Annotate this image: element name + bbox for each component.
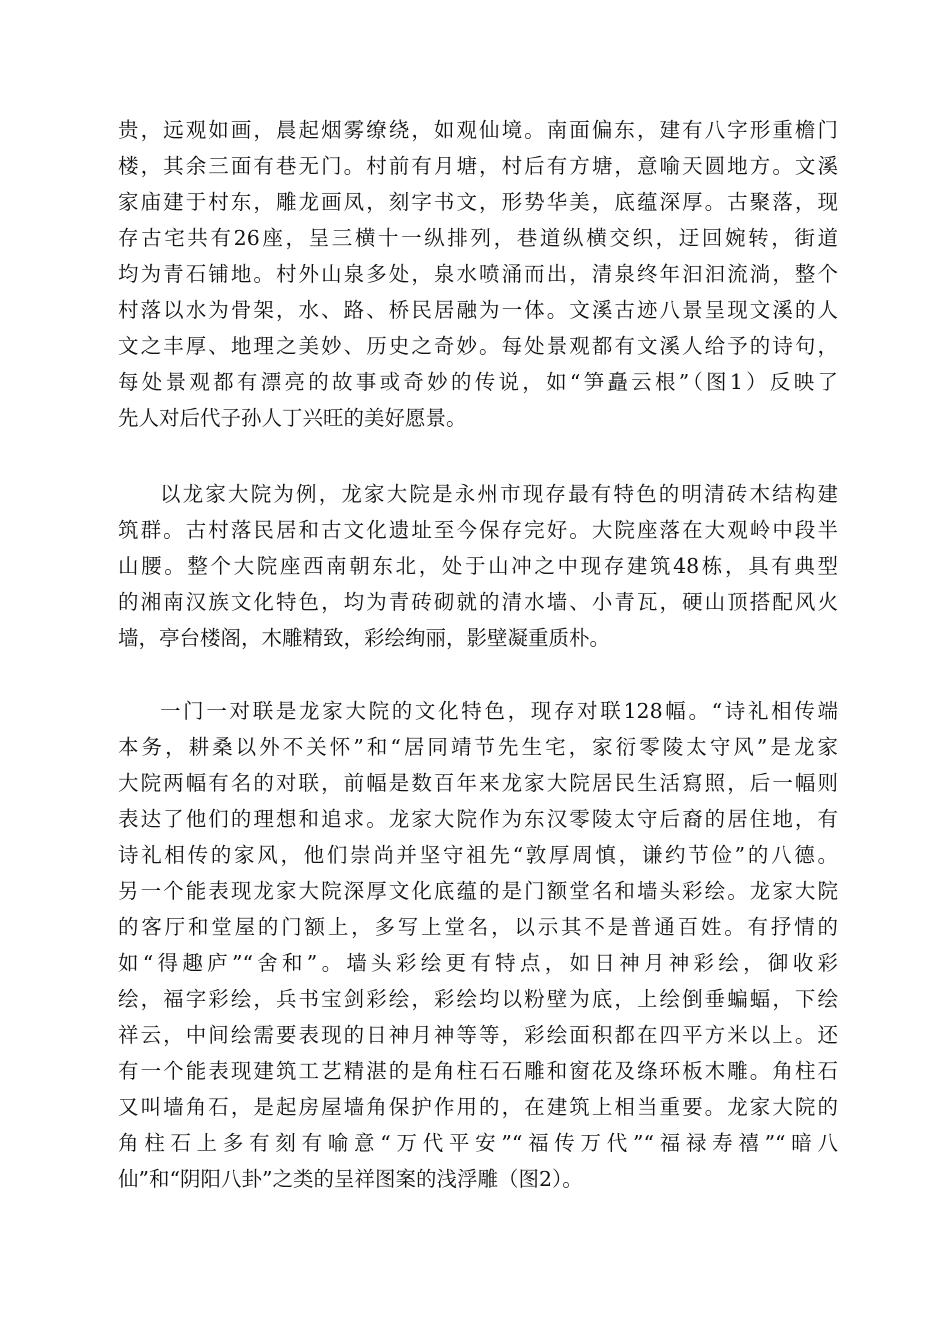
text-line: 文之丰厚、地理之美妙、历史之奇妙。每处景观都有文溪人给予的诗句， [118, 334, 838, 358]
text-line: 家庙建于村东，雕龙画凤，刻字书文，形势华美，底蕴深厚。古聚落，现 [118, 190, 838, 214]
text-line: 大院两幅有名的对联，前幅是数百年来龙家大院居民生活寫照，后一幅则 [118, 771, 838, 795]
text-line: 诗礼相传的家风，他们崇尚并坚守祖先“敦厚周慎，谦约节俭”的八德。 [118, 843, 838, 867]
text-line: 筑群。古村落民居和古文化遗址至今保存完好。大院座落在大观岭中段半 [118, 518, 838, 542]
text-line: 仙”和“阴阳八卦”之类的呈祥图案的浅浮雕（图2）。 [118, 1167, 583, 1191]
text-line: 表达了他们的理想和追求。龙家大院作为东汉零陵太守后裔的居住地，有 [118, 807, 838, 831]
paragraph-couplets-and-carvings [118, 693, 838, 1197]
text-line: 山腰。整个大院座西南朝东北，处于山冲之中现存建筑48栋，具有典型 [118, 554, 838, 578]
text-line: 墙，亭台楼阁，木雕精致，彩绘绚丽，影壁凝重质朴。 [118, 626, 610, 650]
text-line: 又叫墙角石，是起房屋墙角保护作用的，在建筑上相当重要。龙家大院的 [118, 1095, 838, 1119]
text-line: 每处景观都有漂亮的故事或奇妙的传说，如“笋矗云根”（图1）反映了 [118, 370, 838, 394]
text-line: 另一个能表现龙家大院深厚文化底蕴的是门额堂名和墙头彩绘。龙家大院 [118, 879, 838, 903]
text-line: 如“得趣庐”“舍和”。墙头彩绘更有特点，如日神月神彩绘，御收彩 [118, 951, 838, 975]
text-line: 角柱石上多有刻有喻意“万代平安”“福传万代”“福禄寿禧”“暗八 [118, 1131, 838, 1155]
text-line: 本务，耕桑以外不关怀”和“居同靖节先生宅，家衍零陵太守风”是龙家 [118, 735, 838, 759]
text-line: 先人对后代子孙人丁兴旺的美好愿景。 [118, 406, 467, 430]
paragraph-village-landscape [118, 112, 838, 436]
text-line: 楼，其余三面有巷无门。村前有月塘，村后有方塘，意喻天圆地方。文溪 [118, 154, 838, 178]
text-line: 存古宅共有26座，呈三横十一纵排列，巷道纵横交织，迂回婉转，街道 [118, 226, 838, 250]
text-line: 的湘南汉族文化特色，均为青砖砌就的清水墙、小青瓦，硬山顶搭配风火 [118, 590, 838, 614]
paragraph-long-family-compound [118, 476, 838, 656]
text-line: 村落以水为骨架，水、路、桥民居融为一体。文溪古迹八景呈现文溪的人 [118, 298, 838, 322]
text-line: 贵，远观如画，晨起烟雾缭绕，如观仙境。南面偏东，建有八字形重檐门 [118, 118, 838, 142]
text-line: 一门一对联是龙家大院的文化特色，现存对联128幅。“诗礼相传端 [160, 699, 838, 723]
text-line: 有一个能表现建筑工艺精湛的是角柱石石雕和窗花及绦环板木雕。角柱石 [118, 1059, 838, 1083]
text-line: 的客厅和堂屋的门额上，多写上堂名，以示其不是普通百姓。有抒情的 [118, 915, 838, 939]
text-line: 祥云，中间绘需要表现的日神月神等等，彩绘面积都在四平方米以上。还 [118, 1023, 838, 1047]
text-line: 以龙家大院为例，龙家大院是永州市现存最有特色的明清砖木结构建 [160, 482, 838, 506]
text-line: 均为青石铺地。村外山泉多处，泉水喷涌而出，清泉终年汩汩流淌，整个 [118, 262, 838, 286]
text-line: 绘，福字彩绘，兵书宝剑彩绘，彩绘均以粉壁为底，上绘倒垂蝙蝠，下绘 [118, 987, 838, 1011]
